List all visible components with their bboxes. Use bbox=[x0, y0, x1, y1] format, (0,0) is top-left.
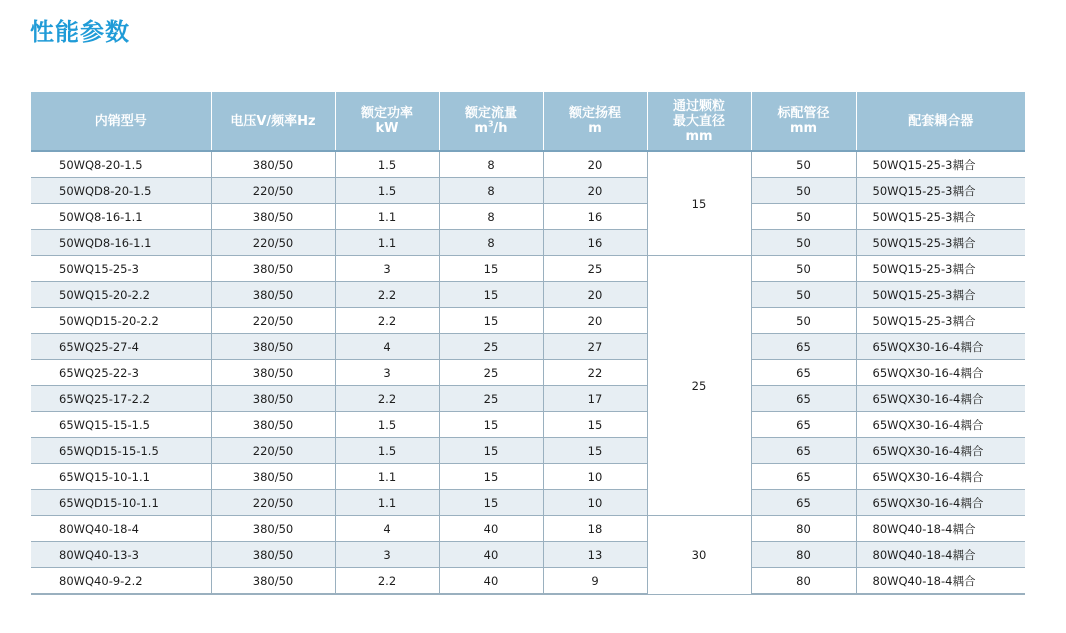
cell-pipe: 50 bbox=[751, 151, 856, 178]
cell-coupler: 50WQ15-25-3耦合 bbox=[856, 282, 1025, 308]
cell-model: 65WQ25-17-2.2 bbox=[31, 386, 211, 412]
cell-flow: 15 bbox=[439, 282, 543, 308]
cell-coupler: 80WQ40-18-4耦合 bbox=[856, 568, 1025, 595]
cell-coupler: 50WQ15-25-3耦合 bbox=[856, 204, 1025, 230]
header-pipe: 标配管径 mm bbox=[751, 92, 856, 151]
page-title: 性能参数 bbox=[30, 18, 130, 46]
cell-model: 50WQD15-20-2.2 bbox=[31, 308, 211, 334]
cell-power: 1.5 bbox=[335, 178, 439, 204]
cell-power: 1.5 bbox=[335, 151, 439, 178]
cell-pipe: 50 bbox=[751, 282, 856, 308]
header-coupler: 配套耦合器 bbox=[856, 92, 1025, 151]
table-row bbox=[31, 282, 1025, 308]
cell-voltage: 220/50 bbox=[211, 490, 335, 516]
table-row bbox=[31, 490, 1025, 516]
header-voltage: 电压V/频率Hz bbox=[211, 92, 335, 151]
cell-pipe: 65 bbox=[751, 490, 856, 516]
cell-particle-size: 25 bbox=[647, 256, 751, 516]
cell-coupler: 50WQ15-25-3耦合 bbox=[856, 151, 1025, 178]
cell-model: 50WQ8-16-1.1 bbox=[31, 204, 211, 230]
performance-table bbox=[31, 92, 1025, 595]
cell-flow: 15 bbox=[439, 464, 543, 490]
cell-model: 80WQ40-13-3 bbox=[31, 542, 211, 568]
cell-model: 65WQD15-10-1.1 bbox=[31, 490, 211, 516]
cell-head: 20 bbox=[543, 282, 647, 308]
cell-flow: 8 bbox=[439, 151, 543, 178]
cell-flow: 8 bbox=[439, 178, 543, 204]
cell-model: 65WQ25-22-3 bbox=[31, 360, 211, 386]
cell-model: 50WQ8-20-1.5 bbox=[31, 151, 211, 178]
table-row bbox=[31, 151, 1025, 178]
cell-model: 65WQ15-15-1.5 bbox=[31, 412, 211, 438]
cell-voltage: 220/50 bbox=[211, 308, 335, 334]
header-power: 额定功率 kW bbox=[335, 92, 439, 151]
cell-flow: 8 bbox=[439, 230, 543, 256]
cell-flow: 15 bbox=[439, 490, 543, 516]
cell-power: 1.1 bbox=[335, 204, 439, 230]
cell-pipe: 65 bbox=[751, 464, 856, 490]
cell-head: 13 bbox=[543, 542, 647, 568]
table-row bbox=[31, 542, 1025, 568]
header-flow: 额定流量 $m^3/h$ bbox=[439, 92, 543, 151]
cell-flow: 40 bbox=[439, 516, 543, 542]
cell-voltage: 220/50 bbox=[211, 178, 335, 204]
cell-flow: 25 bbox=[439, 386, 543, 412]
cell-flow: 25 bbox=[439, 334, 543, 360]
cell-power: 3 bbox=[335, 542, 439, 568]
cell-head: 20 bbox=[543, 178, 647, 204]
header-head: 额定扬程 m bbox=[543, 92, 647, 151]
cell-power: 4 bbox=[335, 334, 439, 360]
cell-voltage: 380/50 bbox=[211, 360, 335, 386]
cell-coupler: 65WQX30-16-4耦合 bbox=[856, 360, 1025, 386]
cell-voltage: 380/50 bbox=[211, 204, 335, 230]
cell-coupler: 50WQ15-25-3耦合 bbox=[856, 256, 1025, 282]
cell-head: 25 bbox=[543, 256, 647, 282]
cell-coupler: 65WQX30-16-4耦合 bbox=[856, 334, 1025, 360]
cell-voltage: 380/50 bbox=[211, 412, 335, 438]
cell-pipe: 80 bbox=[751, 568, 856, 595]
cell-power: 2.2 bbox=[335, 308, 439, 334]
cell-coupler: 65WQX30-16-4耦合 bbox=[856, 386, 1025, 412]
cell-voltage: 380/50 bbox=[211, 516, 335, 542]
cell-flow: 8 bbox=[439, 204, 543, 230]
cell-flow: 15 bbox=[439, 438, 543, 464]
cell-head: 22 bbox=[543, 360, 647, 386]
cell-model: 50WQ15-25-3 bbox=[31, 256, 211, 282]
cell-model: 50WQD8-20-1.5 bbox=[31, 178, 211, 204]
cell-power: 2.2 bbox=[335, 386, 439, 412]
table-header-row bbox=[31, 92, 1025, 151]
cell-voltage: 220/50 bbox=[211, 230, 335, 256]
cell-flow: 15 bbox=[439, 308, 543, 334]
cell-pipe: 50 bbox=[751, 204, 856, 230]
cell-model: 50WQ15-20-2.2 bbox=[31, 282, 211, 308]
cell-pipe: 50 bbox=[751, 256, 856, 282]
cell-pipe: 65 bbox=[751, 412, 856, 438]
cell-head: 16 bbox=[543, 204, 647, 230]
cell-head: 15 bbox=[543, 412, 647, 438]
cell-pipe: 65 bbox=[751, 360, 856, 386]
cell-voltage: 380/50 bbox=[211, 256, 335, 282]
cell-power: 3 bbox=[335, 360, 439, 386]
header-model: 内销型号 bbox=[31, 92, 211, 151]
cell-model: 65WQ15-10-1.1 bbox=[31, 464, 211, 490]
cell-pipe: 65 bbox=[751, 386, 856, 412]
table-row bbox=[31, 386, 1025, 412]
cell-power: 1.1 bbox=[335, 464, 439, 490]
cell-power: 1.1 bbox=[335, 230, 439, 256]
cell-flow: 40 bbox=[439, 542, 543, 568]
cell-head: 9 bbox=[543, 568, 647, 595]
cell-coupler: 80WQ40-18-4耦合 bbox=[856, 516, 1025, 542]
cell-power: 1.5 bbox=[335, 438, 439, 464]
cell-pipe: 50 bbox=[751, 308, 856, 334]
cell-flow: 15 bbox=[439, 412, 543, 438]
cell-pipe: 80 bbox=[751, 516, 856, 542]
cell-head: 10 bbox=[543, 490, 647, 516]
cell-voltage: 380/50 bbox=[211, 464, 335, 490]
table-row bbox=[31, 516, 1025, 542]
cell-flow: 25 bbox=[439, 360, 543, 386]
cell-model: 65WQD15-15-1.5 bbox=[31, 438, 211, 464]
table-row bbox=[31, 204, 1025, 230]
cell-particle-size: 15 bbox=[647, 151, 751, 256]
table-row bbox=[31, 464, 1025, 490]
cell-power: 2.2 bbox=[335, 568, 439, 595]
cell-pipe: 50 bbox=[751, 230, 856, 256]
cell-head: 20 bbox=[543, 151, 647, 178]
cell-coupler: 65WQX30-16-4耦合 bbox=[856, 412, 1025, 438]
cell-pipe: 50 bbox=[751, 178, 856, 204]
cell-particle-size: 30 bbox=[647, 516, 751, 595]
cell-power: 3 bbox=[335, 256, 439, 282]
cell-voltage: 380/50 bbox=[211, 386, 335, 412]
cell-model: 50WQD8-16-1.1 bbox=[31, 230, 211, 256]
cell-voltage: 220/50 bbox=[211, 438, 335, 464]
cell-pipe: 65 bbox=[751, 334, 856, 360]
table-row bbox=[31, 568, 1025, 595]
cell-voltage: 380/50 bbox=[211, 542, 335, 568]
cell-power: 2.2 bbox=[335, 282, 439, 308]
table-row bbox=[31, 334, 1025, 360]
table-body bbox=[31, 151, 1025, 594]
cell-coupler: 65WQX30-16-4耦合 bbox=[856, 490, 1025, 516]
cell-model: 65WQ25-27-4 bbox=[31, 334, 211, 360]
cell-voltage: 380/50 bbox=[211, 151, 335, 178]
table-row bbox=[31, 178, 1025, 204]
cell-model: 80WQ40-9-2.2 bbox=[31, 568, 211, 595]
cell-coupler: 80WQ40-18-4耦合 bbox=[856, 542, 1025, 568]
cell-model: 80WQ40-18-4 bbox=[31, 516, 211, 542]
cell-head: 15 bbox=[543, 438, 647, 464]
cell-coupler: 50WQ15-25-3耦合 bbox=[856, 230, 1025, 256]
cell-head: 17 bbox=[543, 386, 647, 412]
cell-voltage: 380/50 bbox=[211, 282, 335, 308]
cell-coupler: 65WQX30-16-4耦合 bbox=[856, 464, 1025, 490]
header-particle: 通过颗粒 最大直径 mm bbox=[647, 92, 751, 151]
cell-power: 1.5 bbox=[335, 412, 439, 438]
cell-power: 1.1 bbox=[335, 490, 439, 516]
cell-coupler: 50WQ15-25-3耦合 bbox=[856, 178, 1025, 204]
cell-head: 18 bbox=[543, 516, 647, 542]
table-row bbox=[31, 230, 1025, 256]
cell-head: 10 bbox=[543, 464, 647, 490]
table-row bbox=[31, 412, 1025, 438]
table-row bbox=[31, 438, 1025, 464]
cell-flow: 15 bbox=[439, 256, 543, 282]
cell-head: 16 bbox=[543, 230, 647, 256]
cell-voltage: 380/50 bbox=[211, 568, 335, 595]
cell-head: 20 bbox=[543, 308, 647, 334]
table-row bbox=[31, 360, 1025, 386]
cell-coupler: 65WQX30-16-4耦合 bbox=[856, 438, 1025, 464]
cell-flow: 40 bbox=[439, 568, 543, 595]
cell-pipe: 80 bbox=[751, 542, 856, 568]
cell-power: 4 bbox=[335, 516, 439, 542]
cell-head: 27 bbox=[543, 334, 647, 360]
cell-voltage: 380/50 bbox=[211, 334, 335, 360]
cell-pipe: 65 bbox=[751, 438, 856, 464]
table-row bbox=[31, 256, 1025, 282]
table-row bbox=[31, 308, 1025, 334]
cell-coupler: 50WQ15-25-3耦合 bbox=[856, 308, 1025, 334]
